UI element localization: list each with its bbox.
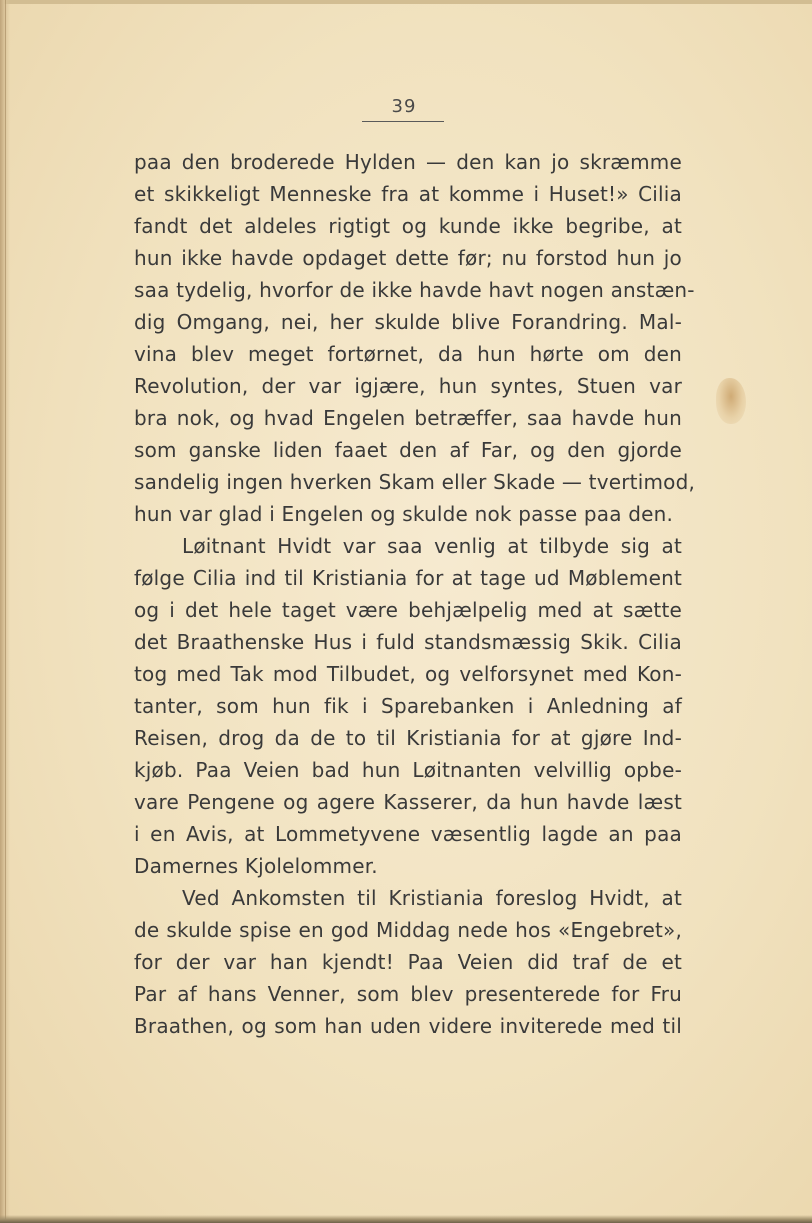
- text-line-11: sandelig ingen hverken Skam eller Skade — tvertimod,: [134, 470, 696, 494]
- text-line-3: fandt det aldeles rigtigt og kunde ikke begribe, at: [134, 214, 682, 238]
- page-number-rule: [362, 121, 444, 122]
- text-line-17: tog med Tak mod Tilbudet, og velforsynet med Kon-: [134, 662, 682, 686]
- text-line-18: tanter, som hun fik i Sparebanken i Anledning af: [134, 694, 682, 718]
- text-line-13: Løitnant Hvidt var saa venlig at tilbyde sig at: [182, 534, 682, 558]
- text-line-16: det Braathenske Hus i fuld standsmæssig Skik. Cilia: [134, 630, 682, 654]
- page-bottom-edge: [0, 1215, 812, 1223]
- text-line-7: vina blev meget fortørnet, da hun hørte om den: [134, 342, 682, 366]
- text-line-23: Damernes Kjolelommer.: [134, 854, 378, 878]
- text-line-4: hun ikke havde opdaget dette før; nu forstod hun jo: [134, 246, 682, 270]
- text-line-8: Revolution, der var igjære, hun syntes, Stuen var: [134, 374, 682, 398]
- text-line-28: Braathen, og som han uden videre inviterede med til: [134, 1014, 682, 1038]
- text-line-14: følge Cilia ind til Kristiania for at tage ud Møblement: [134, 566, 682, 590]
- text-line-20: kjøb. Paa Veien bad hun Løitnanten velvillig opbe-: [134, 758, 682, 782]
- text-line-9: bra nok, og hvad Engelen betræffer, saa havde hun: [134, 406, 682, 430]
- text-line-6: dig Omgang, nei, her skulde blive Forandring. Mal-: [134, 310, 682, 334]
- page-top-edge: [0, 0, 812, 4]
- text-line-19: Reisen, drog da de to til Kristiania for at gjøre Ind-: [134, 726, 682, 750]
- text-line-1: paa den broderede Hylden — den kan jo skræmme: [134, 150, 682, 174]
- text-line-5: saa tydelig, hvorfor de ikke havde havt nogen anstæn-: [134, 278, 695, 302]
- page-number: 39: [391, 96, 417, 117]
- text-line-25: de skulde spise en god Middag nede hos «Engebret»,: [134, 918, 682, 942]
- text-line-22: i en Avis, at Lommetyvene væsentlig lagde an paa: [134, 822, 682, 846]
- text-line-12: hun var glad i Engelen og skulde nok passe paa den.: [134, 502, 674, 526]
- text-line-24: Ved Ankomsten til Kristiania foreslog Hvidt, at: [182, 886, 682, 910]
- text-line-15: og i det hele taget være behjælpelig med at sætte: [134, 598, 682, 622]
- binding-line: [5, 0, 6, 1223]
- text-line-2: et skikkeligt Menneske fra at komme i Huset!» Cilia: [134, 182, 682, 206]
- text-line-26: for der var han kjendt! Paa Veien did traf de et: [134, 950, 682, 974]
- text-line-21: vare Pengene og agere Kasserer, da hun havde læst: [134, 790, 682, 814]
- paper-stain: [716, 378, 746, 424]
- text-line-27: Par af hans Venner, som blev presenterede for Fru: [134, 982, 682, 1006]
- text-line-10: som ganske liden faaet den af Far, og den gjorde: [134, 438, 682, 462]
